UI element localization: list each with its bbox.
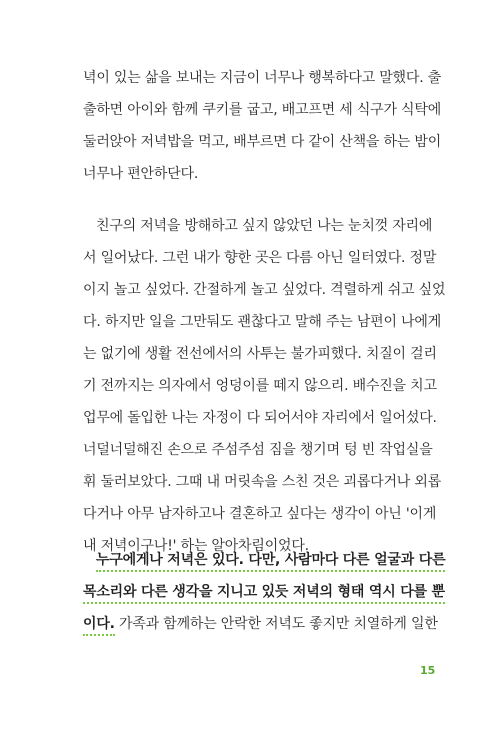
emphasis-line2: 목소리와 다른 생각을 지니고 있듯 저녁의 형태 역시 다를 뿐 — [83, 584, 445, 604]
paragraph2-line6: 기 전까지는 의자에서 엉덩이를 떼지 않으리. 배수진을 치고 — [83, 378, 437, 394]
paragraph3-line1 — [96, 550, 448, 570]
paragraph2-line1: 친구의 저녁을 방해하고 싶지 않았던 나는 눈치껏 자리에 — [96, 218, 433, 234]
paragraph2-line5: 는 없기에 생활 전선에서의 사투는 불가피했다. 치질이 걸리 — [83, 346, 437, 362]
paragraph3-line2 — [83, 582, 445, 602]
paragraph1-line1: 녁이 있는 삶을 보내는 지금이 너무나 행복하다고 말했다. 출 — [83, 70, 442, 86]
emphasis-line1: 누구에게나 저녁은 있다. 다만, 사람마다 다른 얼굴과 다른 — [96, 552, 445, 572]
paragraph2-line7: 업무에 돌입한 나는 자정이 다 되어서야 자리에서 일어섰다. — [83, 410, 437, 426]
emphasis-line3: 이다. — [83, 616, 115, 636]
paragraph2-line9: 휘 둘러보았다. 그때 내 머릿속을 스친 것은 괴롭다거나 외롭 — [83, 474, 442, 490]
paragraph1-line3: 둘러앉아 저녁밥을 먹고, 배부르면 다 같이 산책을 하는 밤이 — [83, 134, 442, 150]
paragraph2-line3: 이지 놀고 싶었다. 간절하게 놀고 싶었다. 격렬하게 쉬고 싶었 — [83, 282, 446, 298]
paragraph3-line3 — [83, 614, 438, 634]
paragraph2-line10: 다거나 아무 남자하고나 결혼하고 싶다는 생각이 아닌 '이게 — [83, 506, 437, 522]
paragraph2-line11: 내 저녁이구나!' 하는 알아차림이었다. — [83, 538, 309, 554]
paragraph2-line2: 서 일어났다. 그런 내가 향한 곳은 다름 아닌 일터였다. 정말 — [83, 250, 437, 266]
paragraph2-line4: 다. 하지만 일을 그만둬도 괜찮다고 말해 주는 남편이 나에게 — [83, 314, 442, 330]
page-number: 15 — [420, 664, 436, 677]
paragraph3-line3-rest: 가족과 함께하는 안락한 저녁도 좋지만 치열하게 일한 — [114, 616, 438, 632]
paragraph1-line2: 출하면 아이와 함께 쿠키를 굽고, 배고프면 세 식구가 식탁에 — [83, 102, 442, 118]
paragraph2-line8: 너덜너덜해진 손으로 주섬주섬 짐을 챙기며 텅 빈 작업실을 — [83, 442, 433, 458]
paragraph1-line4: 너무나 편안하단다. — [83, 166, 199, 182]
